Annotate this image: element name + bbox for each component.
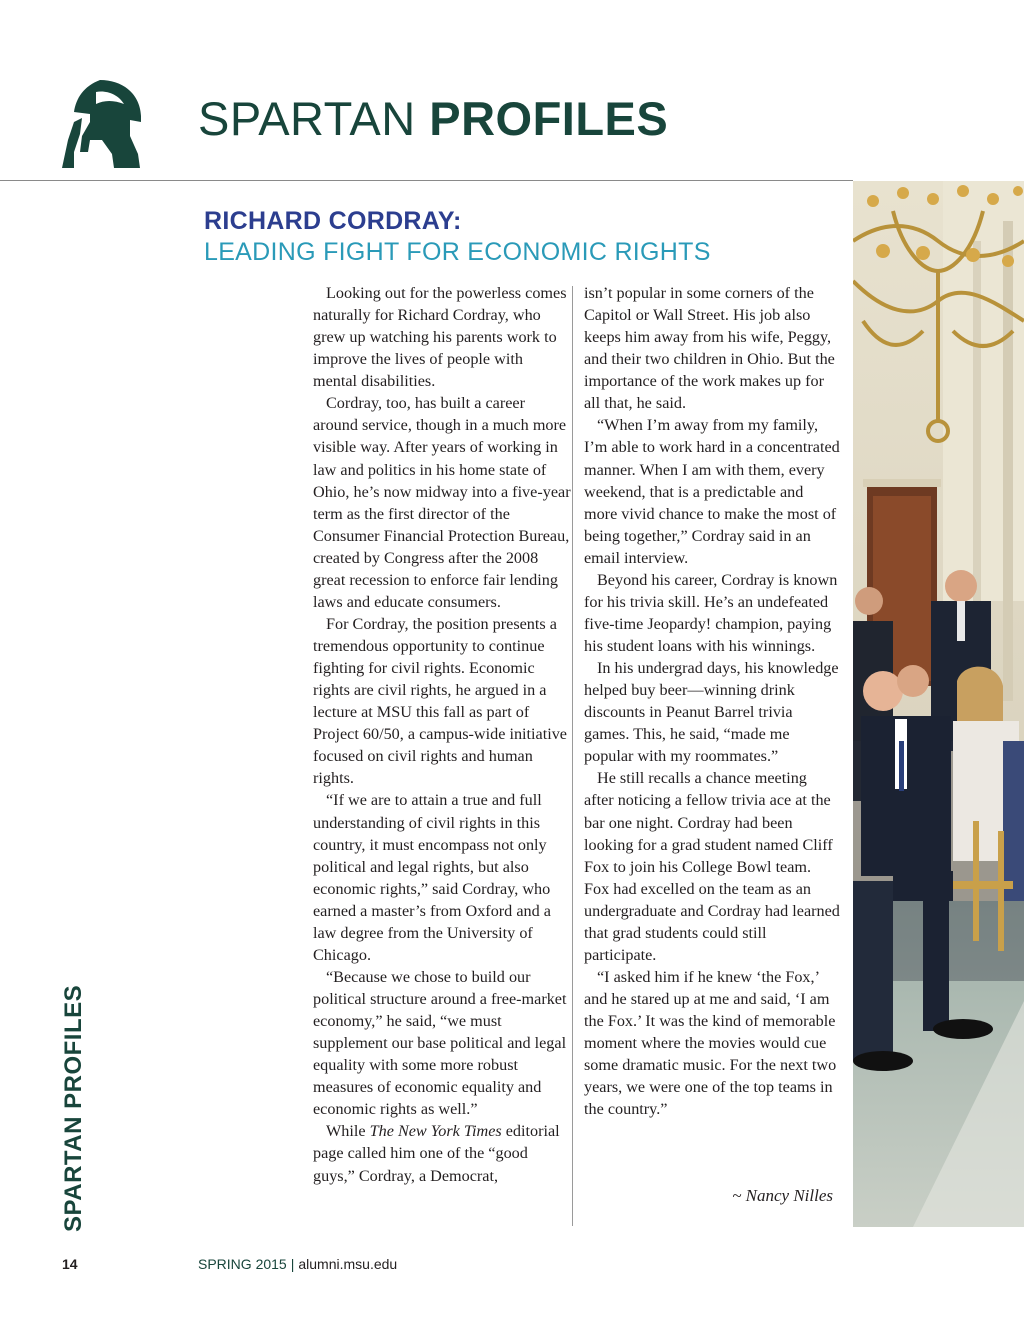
paragraph: He still recalls a chance meeting after noticing a fellow trivia ace at the bar one night. Cordray had been looking for a grad student named Cliff Fox to join his College Bowl team. Fox had excelled on the team as an undergraduate and Cordray had learned that grad students could still participate. [584,769,840,964]
header-rule [0,180,853,181]
paragraph-text: editorial page called him one of the “good guys,” Cordray, a Democrat, [313,1122,560,1185]
paragraph: For Cordray, the position presents a tremendous opportunity to continue fighting for civil rights. Economic rights are civil rights, he argued in a lecture at MSU this fall as part of Project 60/50, a campus-wide initiative focused on civil rights and human rights. [313,614,567,788]
publication-title: The New York Times [369,1122,502,1141]
paragraph: “Because we chose to build our political structure around a free-market economy,” he said, “we must supplement our base political and legal equality with some more robust measures of economic equality and economic rights as well.” [313,967,567,1119]
paragraph: Cordray, too, has built a career around service, though in a much more visible way. After years of working in law and politics in his home state of Ohio, he’s now midway into a five-year term as the first director of the Consumer Financial Protection Bureau, created by Congress after the 2008 great recession to enforce fair lending laws and educate consumers. [313,394,571,611]
paragraph: In his undergrad days, his knowledge helped buy beer—winning drink discounts in Peanut Barrel trivia games. This, he said, “made me popular with my roommates.” [584,659,839,766]
section-title-light: SPARTAN [198,92,416,145]
paragraph: Beyond his career, Cordray is known for his trivia skill. He’s an undefeated five-time Jeopardy! champion, paying his student loans with his winnings. [584,570,838,655]
paragraph: “When I’m away from my family, I’m able to work hard in a concentrated manner. When I am with them, every weekend, that is a predictable and more vivid chance to make the most of being together,” Cordray said in an email interview. [584,416,840,567]
paragraph [313,1120,571,1186]
website-link[interactable]: alumni.msu.edu [298,1256,398,1272]
footer-separator: | [290,1256,295,1272]
spartan-helmet-icon [60,78,144,170]
paragraph-continuation: isn’t popular in some corners of the Capitol or Wall Street. His job also keeps him away from his wife, Peggy, and their two children in Ohio. But the importance of the work makes up for all that, he said. [584,284,835,413]
event-photo [853,181,1024,1227]
column-divider [572,286,573,1226]
issue-label: SPRING 2015 [198,1256,287,1272]
paragraph-text: While [326,1122,370,1141]
article-headline-name: RICHARD CORDRAY: [204,207,462,235]
paragraph: “If we are to attain a true and full understanding of civil rights in this country, it must encompass not only political and legal rights, but also economic rights,” said Cordray, who earned a master’s from Oxford and a law degree from the University of Chicago. [313,791,551,964]
section-title-bold: PROFILES [429,92,669,145]
vertical-section-label: SPARTAN PROFILES [60,984,87,1232]
article-column-2 [584,282,840,1120]
article-column-1 [313,282,571,1187]
footer [198,1256,397,1272]
author-byline: ~ Nancy Nilles [732,1186,833,1205]
paragraph: Looking out for the powerless comes naturally for Richard Cordray, who grew up watching his parents work to improve the lives of people with mental disabilities. [313,284,567,391]
page-number: 14 [62,1256,78,1272]
paragraph: “I asked him if he knew ‘the Fox,’ and he stared up at me and said, ‘I am the Fox.’ It was the kind of memorable moment where the movies would cue some dramatic music. For the next two years, we were one of the top teams in the country.” [584,967,837,1119]
section-title [198,94,668,144]
article-headline-subtitle: LEADING FIGHT FOR ECONOMIC RIGHTS [204,238,711,266]
